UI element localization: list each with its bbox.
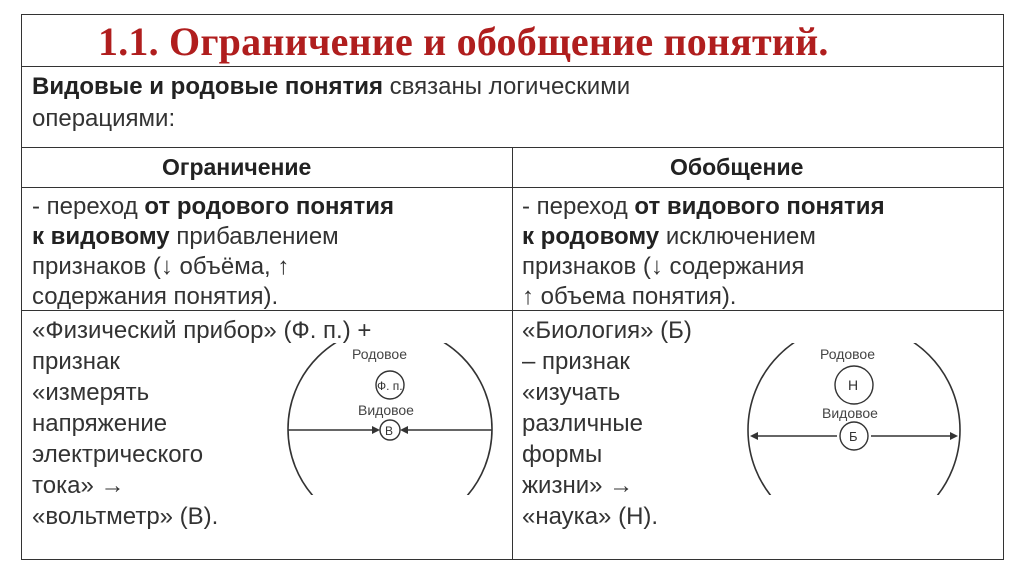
definition-restriction <box>32 192 394 312</box>
intro-text: связаны логическими <box>383 73 631 100</box>
genus-label: Родовое <box>820 346 876 362</box>
arrow-left-head <box>750 432 758 440</box>
intro-text-line2: операциями: <box>32 105 176 132</box>
intro-paragraph <box>22 67 1003 148</box>
def-right-bold1: от видового понятия <box>634 193 885 220</box>
def-right-line4: ↑ объема понятия). <box>522 283 737 310</box>
arrow-right-head <box>400 426 408 434</box>
def-left-bold1: от родового понятия <box>144 193 395 220</box>
species-label: Видовое <box>358 402 414 418</box>
page-title: 1.1. Ограничение и обобщение понятий. <box>98 19 829 64</box>
definition-generalization <box>522 192 885 312</box>
example-left-line: «вольтметр» (В). <box>32 503 219 530</box>
example-left-line: «Физический прибор» (Ф. п.) + <box>32 317 372 344</box>
species-abbr: Б <box>849 429 858 444</box>
arrow-right-head <box>950 432 958 440</box>
definition-row <box>22 188 1003 311</box>
example-generalization <box>522 315 692 532</box>
def-right-rest: исключением <box>659 223 816 250</box>
example-left-line: «измерять <box>32 379 150 406</box>
def-left-bold2: к видовому <box>32 223 170 250</box>
species-label: Видовое <box>822 405 878 421</box>
example-right-line: жизни» → <box>522 472 634 499</box>
table-header-row <box>22 148 1003 188</box>
example-left-line: напряжение <box>32 410 168 437</box>
generalization-diagram <box>744 343 972 495</box>
def-right-line3: признаков (↓ содержания <box>522 253 805 280</box>
example-left-line: признак <box>32 348 120 375</box>
def-right-prefix: - переход <box>522 193 635 220</box>
example-right-line: «наука» (Н). <box>522 503 659 530</box>
header-restriction: Ограничение <box>162 154 312 180</box>
restriction-diagram <box>284 343 506 495</box>
def-left-line4: содержания понятия). <box>32 283 279 310</box>
genus-abbr: Н <box>848 377 859 393</box>
example-right-line: «Биология» (Б) <box>522 317 692 344</box>
genus-label: Родовое <box>352 346 408 362</box>
species-abbr: В <box>385 424 394 438</box>
example-left-line: тока» → <box>32 472 125 499</box>
genus-circle <box>288 343 492 495</box>
example-right-line: различные <box>522 410 643 437</box>
intro-bold-text: Видовые и родовые понятия <box>32 73 383 100</box>
header-generalization: Обобщение <box>670 154 804 180</box>
def-left-line3: признаков (↓ объёма, ↑ <box>32 253 290 280</box>
example-right-line: «изучать <box>522 379 621 406</box>
example-right-line: формы <box>522 441 603 468</box>
content-frame <box>21 14 1004 560</box>
def-left-prefix: - переход <box>32 193 145 220</box>
def-left-rest: прибавлением <box>169 223 339 250</box>
title-row <box>22 15 1003 67</box>
example-right-line: – признак <box>522 348 630 375</box>
genus-abbr: Ф. п. <box>377 379 403 393</box>
def-right-bold2: к родовому <box>522 223 660 250</box>
arrow-left-head <box>372 426 380 434</box>
example-left-line: электрического <box>32 441 204 468</box>
